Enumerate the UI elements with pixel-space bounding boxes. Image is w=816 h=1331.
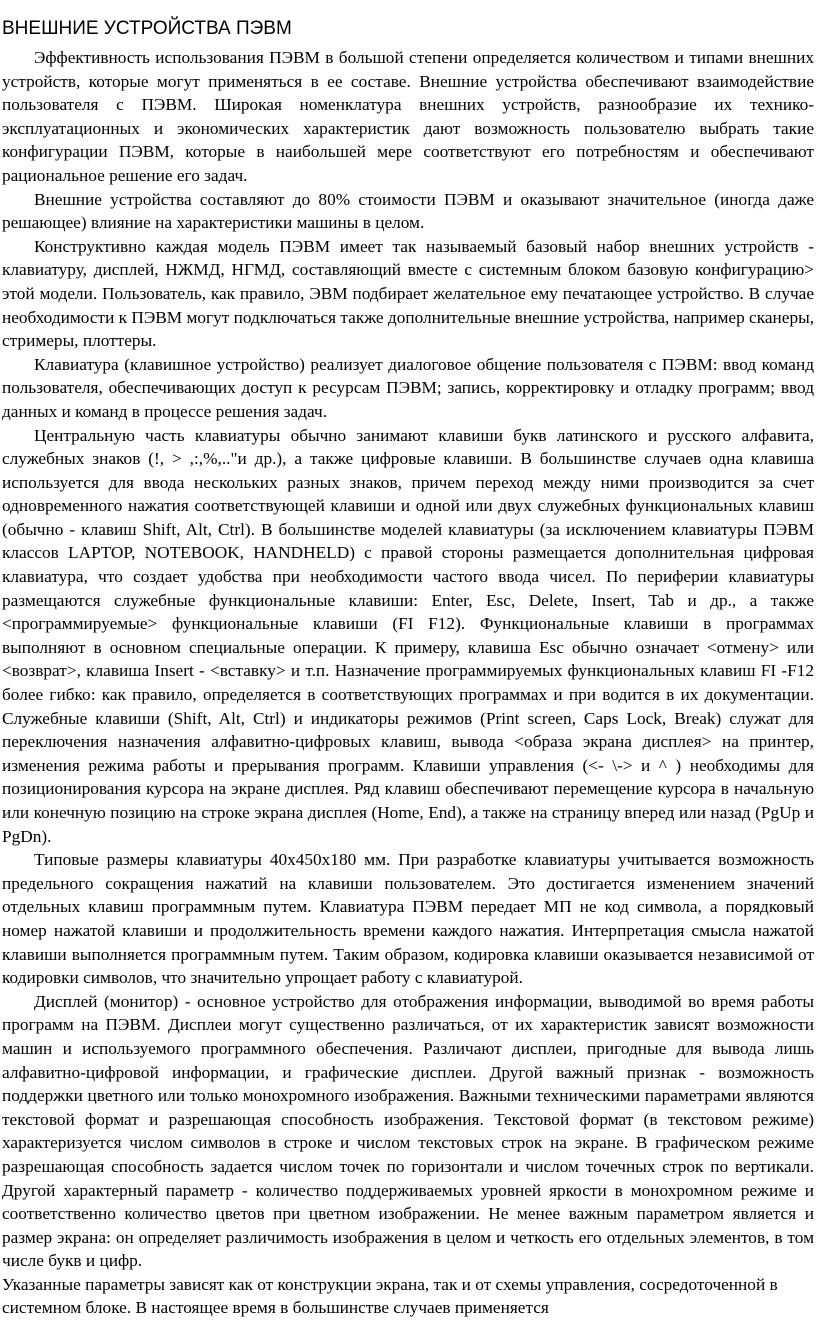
document-title: ВНЕШНИЕ УСТРОЙСТВА ПЭВМ bbox=[2, 18, 292, 39]
paragraph-keyboard-size: Типовые размеры клавиатуры 40x450x180 мм. При разработке клавиатуры учитывается возможность предельного сокращения нажатий на клавиши пользователем. Это достигается изменением значений отдельных клавиш программным путем. Клавиатура ПЭВМ передает МП не код символа, а порядковый номер нажатой клавиши и продолжительность времени каждого нажатия. Интерпретация смысла нажатой клавиши выполняется программным путем. Таким образом, кодировка клавиши оказывается независимой от кодировки символов, что значительно упрощает работу с клавиатурой. bbox=[2, 850, 814, 988]
paragraph-display: Дисплей (монитор) - основное устройство для отображения информации, выводимой во время работы программ на ПЭВМ. Дисплеи могут существенно различаться, от их характеристик зависят возможности машин и используемого программного обеспечения. Различают дисплеи, пригодные для вывода лишь алфавитно-цифровой информации, и графические дисплеи. Другой важный признак - возможность поддержки цветного или только монохромного изображения. Важными техническими параметрами являются текстовой формат и разрешающая способность изображения. Текстовой формат (в текстовом режиме) характеризуется числом символов в строке и числом текстовых строк на экране. В графическом режиме разрешающая способность задается числом точек по горизонтали и числом точечных строк по вертикали. Другой характерный параметр - количество поддерживаемых уровней яркости в монохромном режиме и соответственно количество цветов при цветном изображении. Не менее важным параметром является и размер экрана: он определяет различимость изображения в целом и четкость его отдельных элементов, в том числе букв и цифр. bbox=[2, 991, 814, 1271]
paragraph-keyboard-layout: Центральную часть клавиатуры обычно занимают клавиши букв латинского и русского алфавита, служебных знаков (!, > ,:,%,.."и др.), а также цифровые клавиши. В большинстве случаев одна клавиша используется для ввода нескольких разных знаков, причем переход между ними производится за счет одновременного нажатия соответствующей клавиши и одной или двух служебных функциональных клавиш (обычно - клавиш Shift, Alt, Ctrl). В большинстве моделей клавиатуры (за исключением клавиатуры ПЭВМ классов LAPTOP, NOTEBOOK, HANDHELD) с правой стороны размещается дополнительная цифровая клавиатура, что создает удобства при необходимости частого ввода чисел. По периферии клавиатуры размещаются служебные функциональные клавиши: Enter, Esc, Delete, Insert, Tab и др., а также <программируемые> функциональные клавиши (FI F12). Функциональные клавиши в программах выполняют в основном специальные операции. К примеру, клавиша Esc обычно означает <отмену> или <возврат>, клавиша Insert - <вставку> и т.п. Назначение программируемых функциональных клавиш FI -F12 более гибко: как правило, определяется в соответствующих программах и при водится в их документации. Служебные клавиши (Shift, Alt, Ctrl) и индикаторы режимов (Print screen, Caps Lock, Break) служат для переключения назначения алфавитно-цифровых клавиш, вывода <образа экрана дисплея> на принтер, изменения режима работы и прерывания программ. Клавиши управления (<- \-> и ^ ) необходимы для позиционирования курсора на экране дисплея. Ряд клавиш обеспечивают перемещение курсора в начальную или конечную позицию на строке экрана дисплея (Home, End), а также на страницу вперед или назад (PgUp и PgDn). bbox=[2, 425, 814, 846]
paragraph-intro: Эффективность использования ПЭВМ в большой степени определяется количеством и типами внешних устройств, которые могут применяться в ее составе. Внешние устройства обеспечивают взаимодействие пользователя с ПЭВМ. Широкая номенклатура внешних устройств, разнообразие их технико-эксплуатационных и экономических характеристик дают возможность пользователю выбрать такие конфигурации ПЭВМ, которые в наибольшей мере соответствуют его потребностям и обеспечивают рациональное решение его задач. bbox=[2, 48, 814, 185]
paragraph-keyboard-intro: Клавиатура (клавишное устройство) реализует диалоговое общение пользователя с ПЭВМ: ввод команд пользователя, обеспечивающих доступ к ресурсам ПЭВМ; запись, корректировку и отладку программ; ввод данных и команд в процессе решения задач. bbox=[2, 354, 814, 421]
paragraph-cost: Внешние устройства составляют до 80% стоимости ПЭВМ и оказывают значительное (иногда даже решающее) влияние на характеристики машины в целом. bbox=[2, 189, 814, 233]
paragraph-base-configuration: Конструктивно каждая модель ПЭВМ имеет так называемый базовый набор внешних устройств - клавиатуру, дисплей, НЖМД, НГМД, составляющий вместе с системным блоком базовую конфигурацию> этой модели. Пользователь, как правило, ЭВМ подбирает желательное ему печатающее устройство. В случае необходимости к ПЭВМ могут подключаться также дополнительные внешние устройства, например сканеры, стримеры, плоттеры. bbox=[2, 236, 815, 351]
paragraph-display-parameters: Указанные параметры зависят как от конструкции экрана, так и от схемы управления, сосредоточенной в системном блоке. В настоящее время в большинстве случаев применяется bbox=[2, 1274, 778, 1318]
